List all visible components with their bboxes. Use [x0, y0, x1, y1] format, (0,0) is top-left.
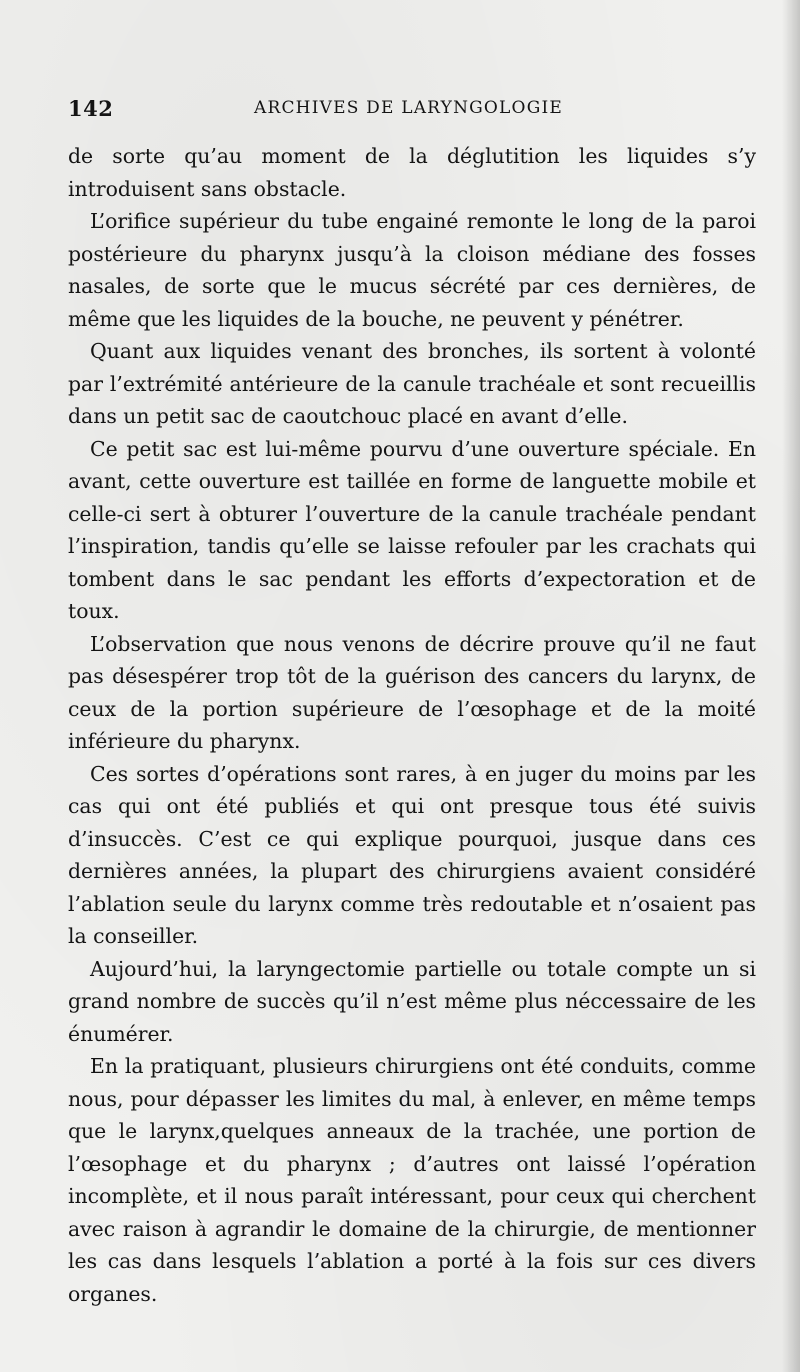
paragraph-liquides-bronches: Quant aux liquides venant des bronches, ils sortent à volonté par l’extrémité antérieure de la canule trachéale et sont recueillis dans un petit sac de caoutchouc placé en avant d’elle.: [68, 339, 756, 428]
paragraph-continuation: de sorte qu’au moment de la déglutition les liquides s’y introduisent sans obstacle.: [68, 144, 756, 201]
page-edge-shadow: [782, 0, 800, 1372]
paragraph-petit-sac: Ce petit sac est lui-même pourvu d’une ouverture spéciale. En avant, cette ouverture est taillée en forme de languette mobile et celle-ci sert à obturer l’ouverture de la canule trachéale pendant l’inspiration, tandis qu’elle se laisse refouler par les crachats qui tombent dans le sac pendant les efforts d’expectoration et de toux.: [68, 436, 756, 623]
paragraph-en-la-pratiquant: En la pratiquant, plusieurs chirurgiens ont été conduits, comme nous, pour dépasser les limites du mal, à enlever, en même temps que le larynx,quelques anneaux de la trachée, une portion de l’œsophage et du pharynx ; d’autres ont laissé l’opération incomplète, et il nous paraît intéressant, pour ceux qui cherchent avec raison à agrandir le domaine de la chirurgie, de mentionner les cas dans lesquels l’ablation a porté à la fois sur ces divers organes.: [68, 1054, 756, 1306]
body-text: [68, 140, 756, 1310]
paragraph-operations-rares: Ces sortes d’opérations sont rares, à en juger du moins par les cas qui ont été publiés et qui ont presque tous été suivis d’insuccès. C’est ce qui explique pourquoi, jusque dans ces dernières années, la plupart des chirurgiens avaient considéré l’ablation seule du larynx comme très redoutable et n’osaient pas la conseiller.: [68, 761, 756, 948]
paragraph-aujourdhui: Aujourd’hui, la laryngectomie partielle ou totale compte un si grand nombre de succès qu’il n’est même plus néccessaire de les énumérer.: [68, 956, 756, 1046]
paragraph-orifice: L’orifice supérieur du tube engainé remonte le long de la paroi postérieure du pharynx jusqu’à la cloison médiane des fosses nasales, de sorte que le mucus sécrété par ces dernières, de même que les liquides de la bouche, ne peuvent y pénétrer.: [68, 209, 756, 331]
page-header: [68, 96, 758, 126]
page-number: 142: [68, 96, 114, 121]
paragraph-observation: L’observation que nous venons de décrire prouve qu’il ne faut pas désespérer trop tôt de la guérison des cancers du larynx, de ceux de la portion supérieure de l’œsophage et de la moité inférieure du pharynx.: [68, 631, 756, 753]
running-head: ARCHIVES DE LARYNGOLOGIE: [254, 98, 563, 118]
